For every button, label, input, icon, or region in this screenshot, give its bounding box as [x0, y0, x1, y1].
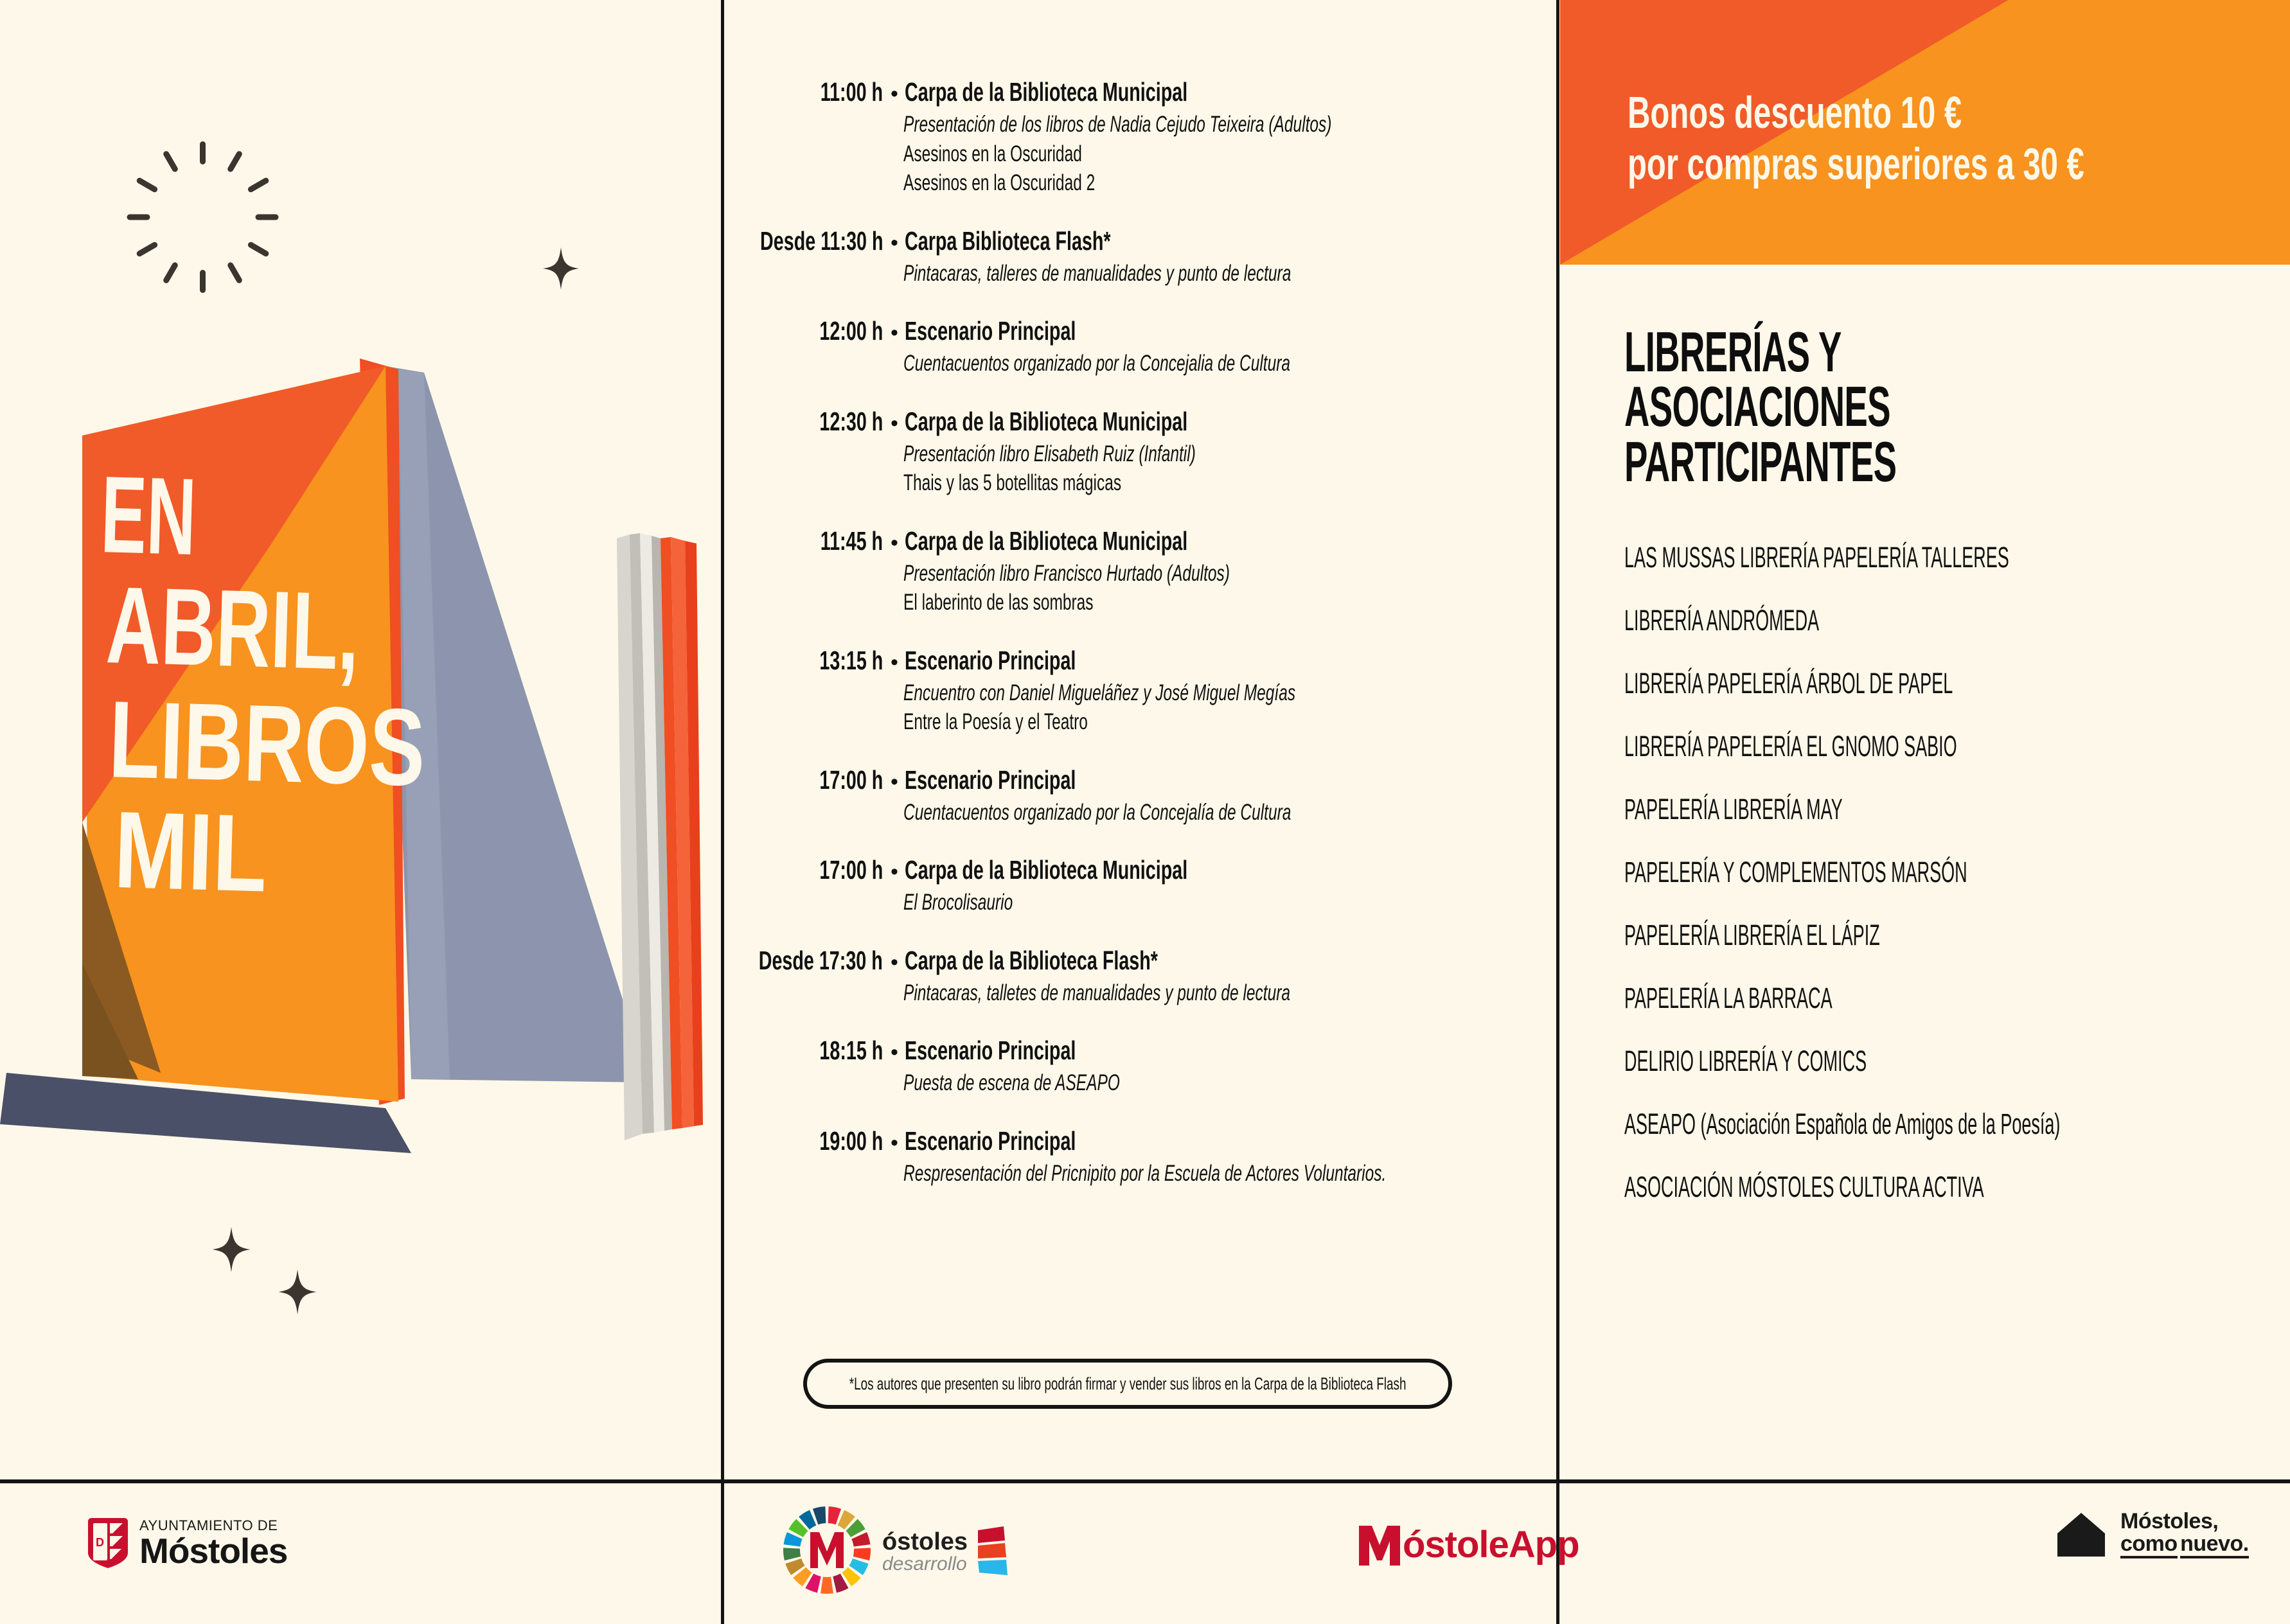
footer	[0, 1483, 2290, 1624]
participant-item	[1624, 984, 2273, 1012]
event-description	[903, 978, 1558, 1008]
nuevo-line-3: nuevo.	[2180, 1533, 2249, 1558]
event-description-line: Respresentación del Pricnipito por la Escuela de Actores Voluntarios.	[903, 1160, 1387, 1186]
event-description	[903, 259, 1558, 288]
svg-text:D: D	[96, 1536, 104, 1549]
schedule-event-header	[722, 946, 1558, 976]
event-place: Carpa Biblioteca Flash*	[904, 225, 1111, 256]
participant-item	[1624, 1172, 2273, 1201]
ayuntamiento-kicker: AYUNTAMIENTO DE	[139, 1517, 278, 1534]
participant-item	[1624, 543, 2273, 572]
schedule-event-header	[722, 1036, 1558, 1066]
schedule-event	[722, 646, 1558, 737]
event-description	[903, 439, 1558, 498]
event-time: 19:00 h	[819, 1125, 883, 1156]
sunburst-ray	[162, 261, 179, 285]
sunburst-ray	[200, 270, 206, 293]
participant-item	[1624, 669, 2273, 698]
desarrollo-sub: desarrollo	[882, 1553, 967, 1575]
event-description-line: Asesinos en la Oscuridad 2	[903, 170, 1096, 195]
event-description-line: Presentación de los libros de Nadia Cejudo Teixeira (Adultos)	[903, 112, 1332, 137]
participant-label: ASOCIACIÓN MÓSTOLES CULTURA ACTIVA	[1624, 1170, 1984, 1203]
participant-label: LIBRERÍA PAPELERÍA ÁRBOL DE PAPEL	[1624, 667, 1953, 700]
event-description-line: El laberinto de las sombras	[903, 590, 1094, 615]
participant-item	[1624, 795, 2273, 824]
participants-heading	[1624, 320, 2267, 493]
participant-label: PAPELERÍA Y COMPLEMENTOS MARSÓN	[1624, 856, 1967, 888]
event-place: Carpa de la Biblioteca Municipal	[904, 855, 1188, 885]
participants-list	[1624, 543, 2273, 1235]
event-description-line: Encuentro con Daniel Migueláñez y José Miguel Megías	[903, 680, 1296, 705]
event-separator-dot: •	[891, 230, 898, 255]
event-separator-dot: •	[891, 530, 898, 555]
event-description	[903, 1159, 1558, 1188]
footnote-text: *Los autores que presenten su libro podrán firmar y vender sus libros en la Carpa de la Biblioteca Flash	[849, 1373, 1407, 1393]
event-separator-dot: •	[891, 1040, 898, 1064]
event-time: Desde 11:30 h	[759, 225, 883, 256]
participant-item	[1624, 921, 2273, 949]
event-place: Carpa de la Biblioteca Flash*	[904, 945, 1158, 975]
schedule-event	[722, 226, 1558, 288]
logo-ayuntamiento-mostoles	[87, 1517, 287, 1569]
schedule-event-header	[722, 316, 1558, 346]
schedule-event	[722, 526, 1558, 617]
mostoles-m-glyph	[810, 1532, 844, 1568]
event-description-line: Cuentacuentos organizado por la Concejalía de Cultura	[903, 799, 1291, 825]
event-time: 17:00 h	[819, 764, 883, 795]
participant-label: LIBRERÍA PAPELERÍA EL GNOMO SABIO	[1624, 730, 1957, 763]
event-time: 13:15 h	[819, 645, 883, 675]
schedule-event-header	[722, 77, 1558, 107]
left-panel	[0, 0, 722, 1624]
discount-banner	[1560, 0, 2290, 265]
event-description-line: Presentación libro Elisabeth Ruiz (Infantil)	[903, 441, 1196, 466]
participant-label: ASEAPO (Asociación Española de Amigos de la Poesía)	[1624, 1108, 2061, 1140]
sunburst-ray	[127, 215, 150, 220]
event-description-line: Asesinos en la Oscuridad	[903, 141, 1082, 166]
event-time: 17:00 h	[819, 855, 883, 885]
participant-label: PAPELERÍA LA BARRACA	[1624, 982, 1833, 1014]
event-place: Escenario Principal	[904, 1036, 1076, 1065]
event-separator-dot: •	[891, 410, 898, 436]
participant-label: LAS MUSSAS LIBRERÍA PAPELERÍA TALLERES	[1624, 541, 2009, 574]
participant-item	[1624, 1046, 2273, 1075]
event-separator-dot: •	[891, 82, 898, 106]
svg-text:LIBROS: LIBROS	[107, 677, 449, 809]
event-description-line: Thais y las 5 botellitas mágicas	[903, 470, 1122, 495]
sunburst-ray	[247, 241, 270, 258]
schedule-event-header	[722, 226, 1558, 256]
ayuntamiento-name: Móstoles	[139, 1531, 288, 1571]
event-place: Escenario Principal	[904, 645, 1076, 675]
book-illustration	[0, 334, 722, 1169]
schedule-event	[722, 1126, 1558, 1188]
sunburst-ray	[255, 215, 278, 220]
nuevo-line-1: Móstoles,	[2120, 1509, 2219, 1533]
participant-item	[1624, 606, 2273, 635]
sdg-wheel-icon	[781, 1504, 877, 1600]
event-description-line: Pintacaras, talleres de manualidades y punto de lectura	[903, 260, 1291, 286]
schedule-event	[722, 407, 1558, 498]
event-description-line: Puesta de escena de ASEAPO	[903, 1070, 1120, 1095]
participant-label: PAPELERÍA LIBRERÍA MAY	[1624, 793, 1843, 825]
sparkle-icon-lower-right	[278, 1269, 317, 1314]
sparkle-icon-top	[543, 247, 579, 290]
sunburst-ray	[136, 177, 159, 193]
event-place: Escenario Principal	[904, 764, 1076, 795]
event-description	[903, 349, 1558, 378]
schedule-event-header	[722, 1126, 1558, 1156]
sunburst-icon	[125, 140, 280, 294]
event-time: Desde 17:30 h	[758, 945, 883, 975]
mostoleapp-m-icon	[1358, 1523, 1401, 1567]
sdg-wheel-segment	[821, 1577, 833, 1594]
schedule-event-header	[722, 855, 1558, 885]
event-description-line: Cuentacuentos organizado por la Concejalia de Cultura	[903, 351, 1290, 376]
event-separator-dot: •	[891, 649, 898, 675]
participant-label: DELIRIO LIBRERÍA Y COMICS	[1624, 1045, 1867, 1077]
schedule-list	[722, 77, 1558, 1216]
mostoleapp-name: óstoleApp	[1403, 1524, 1579, 1566]
event-place: Carpa de la Biblioteca Municipal	[904, 77, 1188, 107]
schedule-event-header	[722, 765, 1558, 795]
sunburst-ray	[226, 261, 243, 285]
nuevo-line-2: como	[2120, 1533, 2178, 1558]
event-separator-dot: •	[891, 1130, 898, 1155]
event-description-line: Entre la Poesía y el Teatro	[903, 709, 1088, 734]
event-description	[903, 1068, 1558, 1098]
participant-item	[1624, 858, 2273, 887]
event-description-line: Presentación libro Francisco Hurtado (Adultos)	[903, 560, 1230, 586]
sparkle-icon-lower-left	[212, 1227, 251, 1272]
desarrollo-name: óstoles	[882, 1528, 968, 1556]
schedule-event-header	[722, 407, 1558, 437]
event-time: 18:15 h	[819, 1036, 883, 1065]
schedule-footnote	[803, 1359, 1452, 1409]
participant-label: LIBRERÍA ANDRÓMEDA	[1624, 604, 1820, 637]
sdg-wheel-segment	[783, 1548, 801, 1560]
schedule-event	[722, 1036, 1558, 1098]
banner-line-2: por compras superiores a 30 €	[1628, 138, 2084, 189]
event-separator-dot: •	[891, 949, 898, 975]
event-description	[903, 559, 1558, 617]
logo-mostoles-como-nuevo	[2056, 1510, 2249, 1558]
event-description-line: El Brocolisaurio	[903, 890, 1013, 915]
participant-item	[1624, 732, 2273, 761]
participants-heading-line: LIBRERÍAS Y	[1624, 320, 1842, 384]
schedule-event-header	[722, 646, 1558, 676]
event-description	[903, 798, 1558, 827]
svg-text:ABRIL,: ABRIL,	[105, 563, 407, 694]
svg-text:MIL: MIL	[112, 788, 271, 915]
participant-item	[1624, 1109, 2273, 1138]
event-time: 12:30 h	[819, 406, 883, 436]
sunburst-ray	[200, 141, 206, 164]
schedule-event	[722, 316, 1558, 378]
event-separator-dot: •	[891, 860, 898, 884]
schedule-event	[722, 946, 1558, 1008]
event-description-line: Pintacaras, talletes de manualidades y punto de lectura	[903, 980, 1290, 1005]
event-description	[903, 110, 1558, 198]
participant-label: PAPELERÍA LIBRERÍA EL LÁPIZ	[1624, 919, 1880, 951]
banner-line-1: Bonos descuento 10 €	[1628, 87, 1962, 137]
event-place: Carpa de la Biblioteca Municipal	[904, 406, 1188, 436]
event-description	[903, 888, 1558, 917]
sunburst-ray	[136, 241, 159, 258]
mostoles-shield-icon	[87, 1517, 129, 1569]
svg-text:EN: EN	[99, 452, 227, 579]
sdg-wheel-segment	[853, 1548, 871, 1560]
discount-banner-text	[1628, 87, 2280, 190]
event-time: 11:45 h	[820, 525, 883, 556]
event-time: 12:00 h	[819, 316, 883, 346]
participants-heading-line: PARTICIPANTES	[1624, 429, 1897, 493]
participants-heading-line: ASOCIACIONES	[1624, 375, 1890, 439]
sdg-accent-icon	[974, 1526, 1013, 1578]
sunburst-ray	[247, 177, 270, 193]
event-place: Escenario Principal	[904, 316, 1076, 346]
sunburst-ray	[162, 150, 179, 173]
event-separator-dot: •	[891, 769, 898, 794]
logo-mostoleapp	[1358, 1523, 1579, 1567]
logo-mostoles-desarrollo	[781, 1504, 1013, 1600]
event-description	[903, 678, 1558, 737]
sunburst-ray	[226, 150, 243, 173]
schedule-event	[722, 765, 1558, 827]
event-place: Carpa de la Biblioteca Municipal	[904, 525, 1188, 556]
event-place: Escenario Principal	[904, 1125, 1076, 1156]
event-separator-dot: •	[891, 321, 898, 345]
house-icon	[2056, 1512, 2106, 1558]
event-time: 11:00 h	[820, 77, 883, 107]
schedule-event-header	[722, 526, 1558, 556]
schedule-event	[722, 77, 1558, 198]
schedule-event	[722, 855, 1558, 917]
